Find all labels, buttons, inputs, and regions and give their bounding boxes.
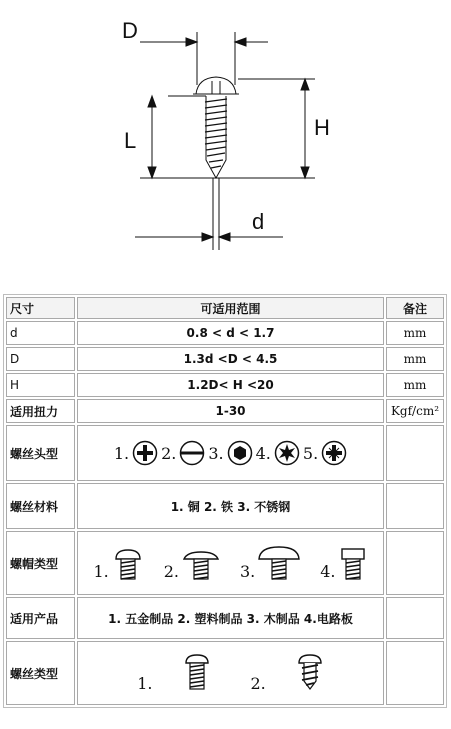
row-material-label: 螺丝材料 <box>6 483 75 529</box>
row-d-range: 0.8 < d < 1.7 <box>77 321 384 345</box>
row-product-values: 1. 五金制品 2. 塑料制品 3. 木制品 4.电路板 <box>77 597 384 639</box>
row-product-label: 适用产品 <box>6 597 75 639</box>
table-row <box>6 597 444 639</box>
label-d: d <box>252 209 265 234</box>
table-row <box>6 321 444 345</box>
row-d-unit: mm <box>386 321 444 345</box>
truss-head-screw-icon <box>181 547 221 581</box>
row-thread-label: 螺丝类型 <box>6 641 75 705</box>
table-row <box>6 373 444 397</box>
thread-num-2: 2. <box>250 674 266 693</box>
row-product-note <box>386 597 444 639</box>
drive-num-4: 4. <box>255 443 271 463</box>
thread-num-1: 1. <box>137 674 153 693</box>
row-D-unit: mm <box>386 347 444 371</box>
table-row <box>6 483 444 529</box>
row-H-label: H <box>6 373 75 397</box>
label-D: D <box>122 18 138 43</box>
row-drive-note <box>386 425 444 481</box>
mushroom-head-screw-icon <box>257 545 301 581</box>
row-H-unit: mm <box>386 373 444 397</box>
table-row <box>6 531 444 595</box>
row-material-values: 1. 铜 2. 铁 3. 不锈钢 <box>77 483 384 529</box>
row-cap-label: 螺帽类型 <box>6 531 75 595</box>
header-note: 备注 <box>386 297 444 319</box>
drive-num-5: 5. <box>302 443 319 463</box>
table-row <box>6 641 444 705</box>
table-row <box>6 347 444 371</box>
row-D-label: D <box>6 347 75 371</box>
row-torque-range: 1-30 <box>77 399 384 423</box>
cap-num-2: 2. <box>163 562 179 581</box>
pan-head-screw-icon <box>111 547 145 581</box>
spec-table <box>3 294 447 708</box>
row-d-label: d <box>6 321 75 345</box>
table-header-row <box>6 297 444 319</box>
header-size: 尺寸 <box>6 297 75 319</box>
pozidriv-icon <box>321 440 347 466</box>
cap-num-1: 1. <box>93 562 109 581</box>
label-L: L <box>124 128 137 153</box>
row-H-range: 1.2D< H <20 <box>77 373 384 397</box>
fine-thread-screw-icon <box>183 653 211 693</box>
row-cap-items <box>77 531 384 595</box>
row-torque-label: 适用扭力 <box>6 399 75 423</box>
row-cap-note <box>386 531 444 595</box>
table-row <box>6 425 444 481</box>
table-row <box>6 399 444 423</box>
label-H: H <box>314 115 330 140</box>
row-drive-label: 螺丝头型 <box>6 425 75 481</box>
row-torque-unit: Kgf/cm² <box>386 399 444 423</box>
screw-dimension-diagram <box>0 0 451 290</box>
row-thread-items <box>77 641 384 705</box>
cap-num-4: 4. <box>320 562 336 581</box>
row-thread-note <box>386 641 444 705</box>
coarse-thread-screw-icon <box>296 653 324 693</box>
header-range: 可适用范围 <box>77 297 384 319</box>
drive-num-1: 1. <box>113 443 130 463</box>
hex-socket-icon <box>227 440 253 466</box>
row-drive-items <box>77 425 384 481</box>
torx-star-icon <box>274 440 300 466</box>
slotted-icon <box>179 440 205 466</box>
drive-num-3: 3. <box>208 443 224 463</box>
cap-num-3: 3. <box>239 562 256 581</box>
phillips-cross-icon <box>132 440 158 466</box>
row-material-note <box>386 483 444 529</box>
drive-num-2: 2. <box>161 443 177 463</box>
cheese-head-screw-icon <box>338 547 368 581</box>
row-D-range: 1.3d <D < 4.5 <box>77 347 384 371</box>
